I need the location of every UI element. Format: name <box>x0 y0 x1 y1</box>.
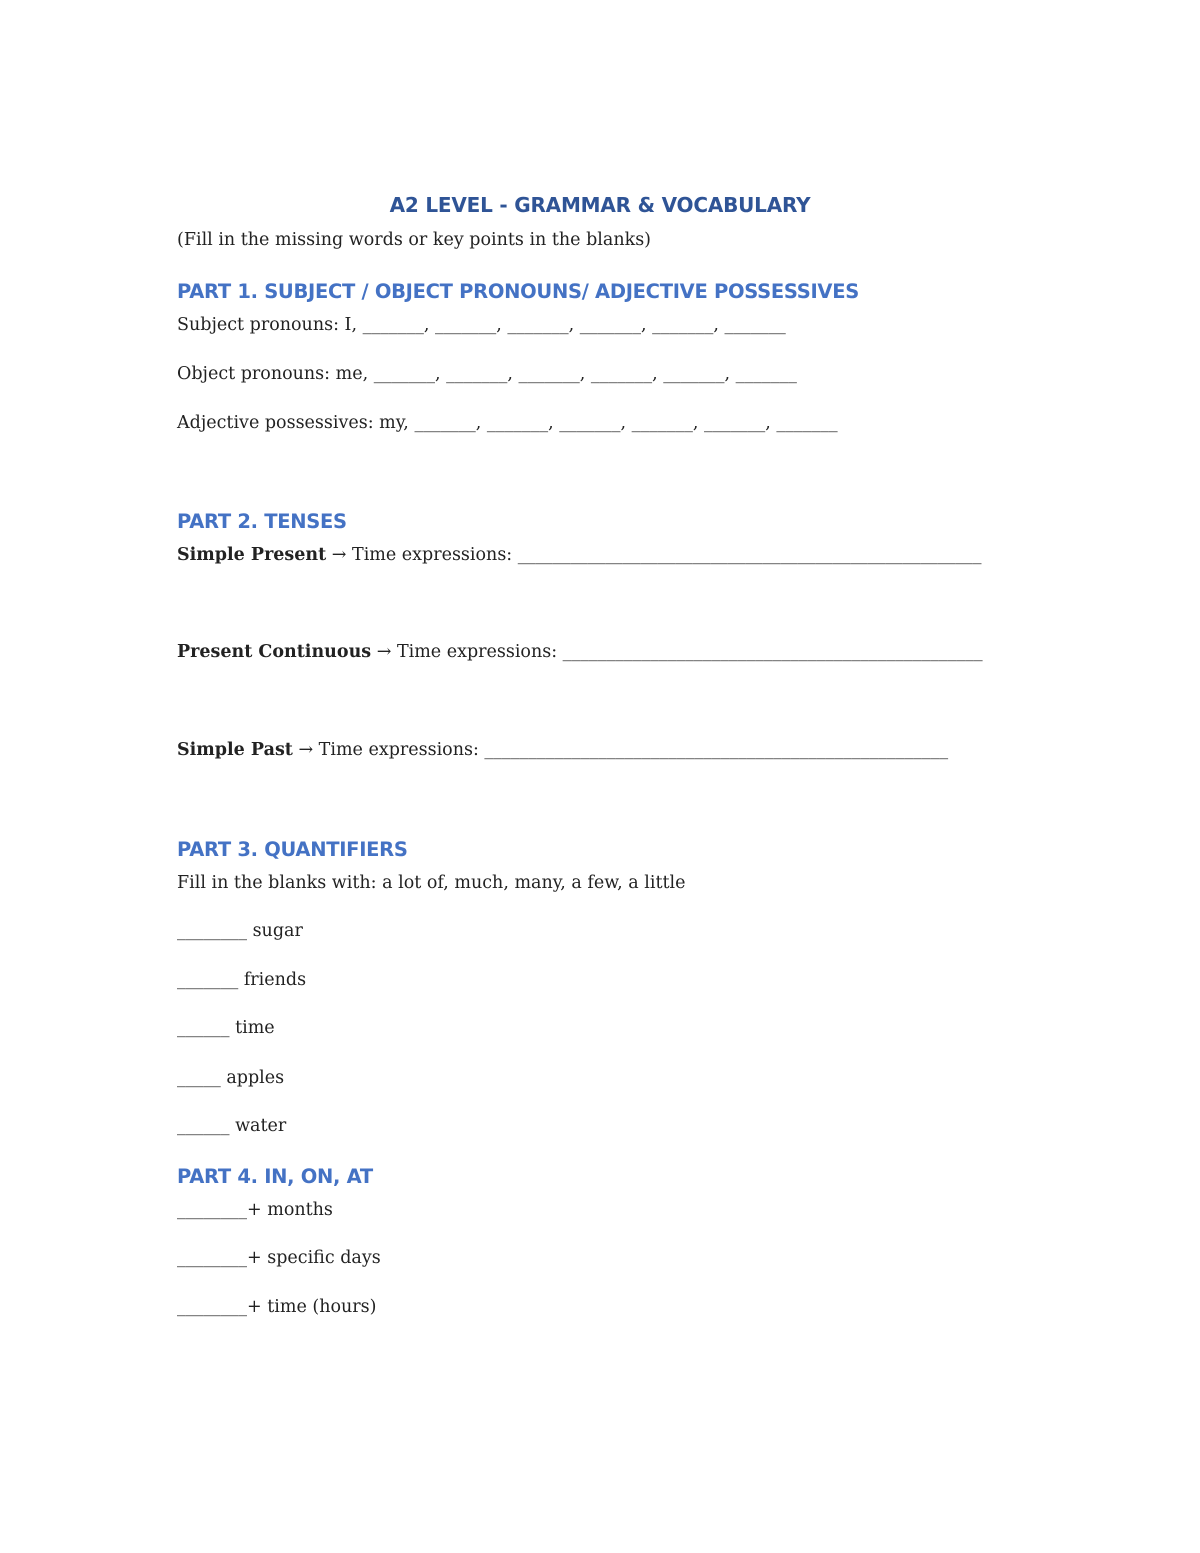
quantifier-item: ________ sugar <box>177 921 303 941</box>
simple-present-line <box>177 543 982 567</box>
part1-heading: PART 1. SUBJECT / OBJECT PRONOUNS/ ADJECTIVE POSSESSIVES <box>177 280 859 303</box>
part4-heading: PART 4. IN, ON, AT <box>177 1165 373 1188</box>
object-pronouns-line: Object pronouns: me, _______, _______, _______, _______, _______, _______ <box>177 364 797 384</box>
present-continuous-rest: → Time expressions: ________________________________________________ <box>371 642 983 662</box>
quantifier-item: ______ water <box>177 1116 287 1136</box>
quantifiers-instruction: Fill in the blanks with: a lot of, much, many, a few, a little <box>177 873 686 893</box>
part3-heading: PART 3. QUANTIFIERS <box>177 838 408 861</box>
quantifier-item: _____ apples <box>177 1068 285 1088</box>
quantifier-item: _______ friends <box>177 970 307 990</box>
preposition-item: ________+ specific days <box>177 1248 381 1268</box>
document-title: A2 LEVEL - GRAMMAR & VOCABULARY <box>389 193 811 217</box>
adjective-possessives-line: Adjective possessives: my, _______, _______, _______, _______, _______, _______ <box>177 413 838 433</box>
part2-heading: PART 2. TENSES <box>177 510 347 533</box>
present-continuous-line <box>177 640 983 664</box>
quantifier-item: ______ time <box>177 1018 275 1038</box>
simple-past-line <box>177 738 948 762</box>
preposition-item: ________+ months <box>177 1200 333 1220</box>
simple-past-label: Simple Past <box>177 740 293 760</box>
preposition-item: ________+ time (hours) <box>177 1297 377 1317</box>
instructions: (Fill in the missing words or key points in the blanks) <box>177 230 652 250</box>
simple-present-rest: → Time expressions: _____________________________________________________ <box>326 545 982 565</box>
present-continuous-label: Present Continuous <box>177 642 372 662</box>
simple-past-rest: → Time expressions: _____________________________________________________ <box>292 740 949 760</box>
simple-present-label: Simple Present <box>177 545 327 565</box>
subject-pronouns-line: Subject pronouns: I, _______, _______, _______, _______, _______, _______ <box>177 315 786 335</box>
